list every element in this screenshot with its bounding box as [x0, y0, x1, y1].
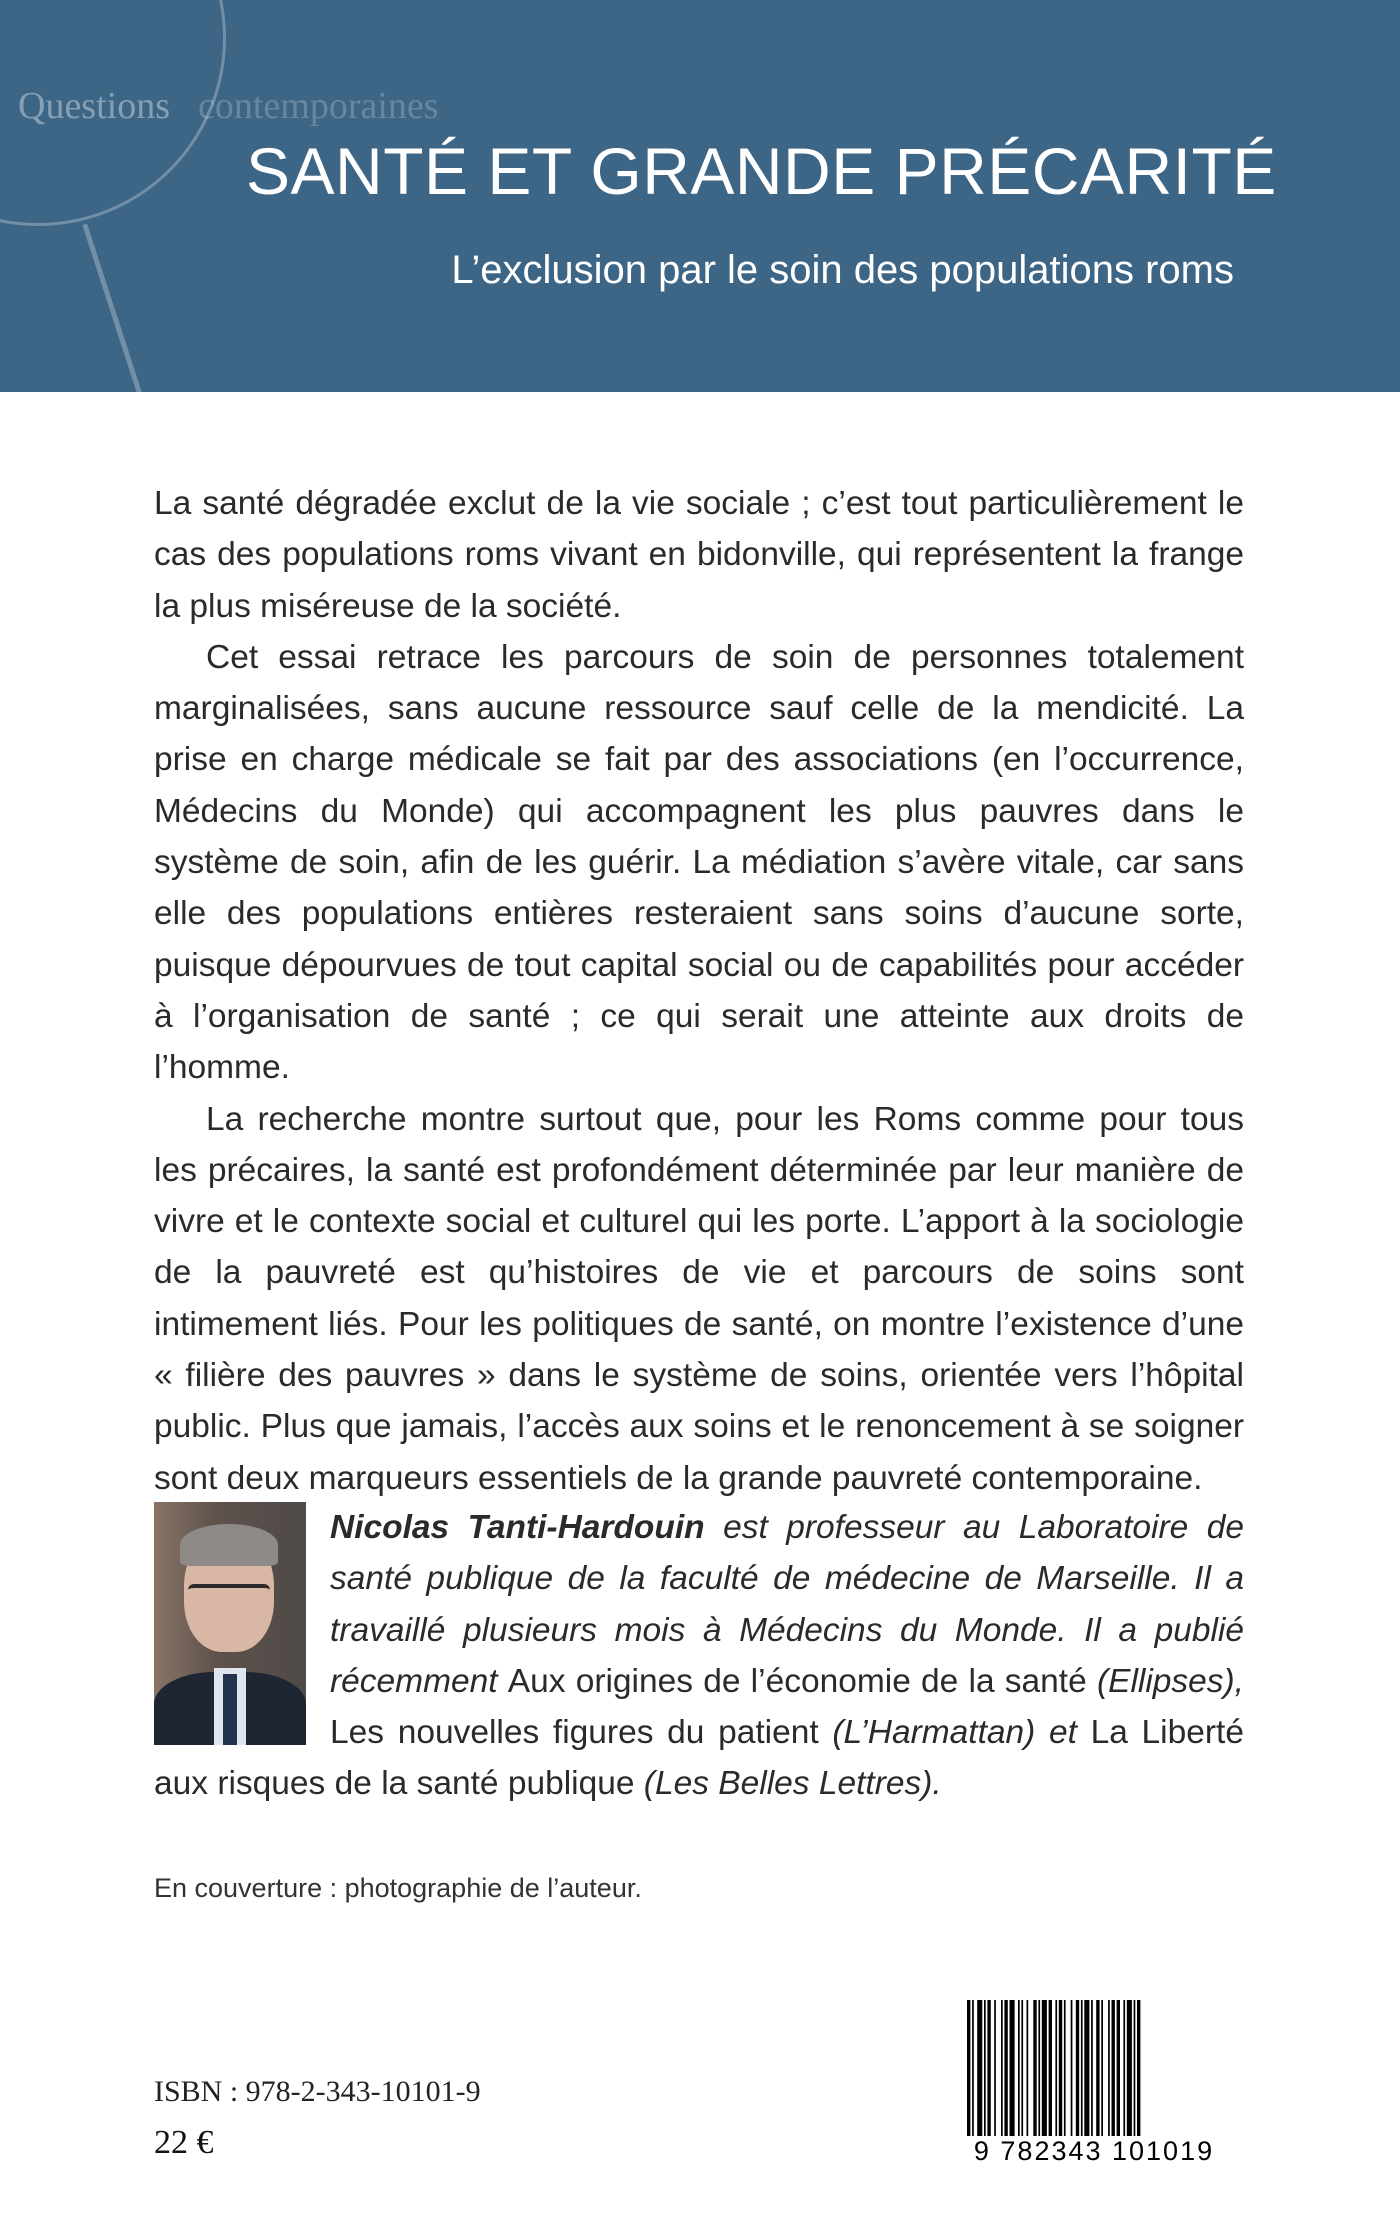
series-word-1: Questions [18, 85, 170, 127]
book-title-3: La Liberté aux risques de la santé publique [154, 1714, 1244, 1803]
cover-photo-credit: En couverture : photographie de l’auteur. [154, 1873, 642, 1903]
barcode-bar [987, 2000, 990, 2136]
book-title-1: Aux origines de l’économie de la santé [507, 1662, 1087, 1700]
blurb [154, 478, 1244, 1504]
barcode-bar [1081, 2000, 1083, 2136]
barcode-bar [1084, 2000, 1089, 2136]
barcode-bar [1101, 2000, 1103, 2136]
barcode-bar [1021, 2000, 1023, 2136]
series-word-2: contemporaines [198, 85, 439, 127]
barcode-bar [1018, 2000, 1020, 2136]
barcode-bar [1123, 2000, 1125, 2136]
barcode-bar [984, 2000, 986, 2136]
cover-header [0, 0, 1400, 392]
barcode-bar [994, 2000, 996, 2136]
book-title-2: Les nouvelles figures du patient [330, 1714, 819, 1752]
book-subtitle: L’exclusion par le soin des populations roms [451, 248, 1234, 292]
barcode-bar [1091, 2000, 1093, 2136]
book-title: SANTÉ ET GRANDE PRÉCARITÉ [246, 134, 1277, 208]
barcode-bar [1038, 2000, 1040, 2136]
barcode-bar [1134, 2000, 1136, 2136]
barcode-bar [1027, 2000, 1029, 2136]
barcode-bars [963, 2000, 1225, 2136]
barcode-bar [1137, 2000, 1140, 2136]
publisher-3: (Les Belles Lettres). [634, 1765, 942, 1803]
isbn: ISBN : 978-2-343-10101-9 [154, 2075, 481, 2108]
barcode-bar [1108, 2000, 1110, 2136]
blurb-paragraph-2: Cet essai retrace les parcours de soin de personnes totalement marginalisées, sans aucune ressource sauf celle de la mendicité. La prise en charge médicale se fait par des associations (en l’occurrence, Médecins du Monde) qui accompagnent les plus pauvres dans le système de soin, afin de les guérir. La médiation s’avère vitale, car sans elle des populations entières resteraient sans soins d’aucune sorte, puisque dépourvues de tout capital social ou de capabilités pour accéder à l’organisation de santé ; ce qui serait une atteinte aux droits de l’homme. [154, 638, 1244, 1087]
blurb-paragraph-1: La santé dégradée exclut de la vie sociale ; c’est tout particulièrement le cas des populations roms vivant en bidonville, qui représentent la frange la plus miséreuse de la société. [154, 485, 1244, 625]
barcode-bar [1064, 2000, 1066, 2136]
barcode-bar [1127, 2000, 1132, 2136]
barcode-bar [1112, 2000, 1115, 2136]
barcode-digits: 9 782343 101019 [973, 2136, 1215, 2166]
barcode-bar [1042, 2000, 1047, 2136]
author-name: Nicolas Tanti-Hardouin [330, 1509, 705, 1546]
barcode-bar [1033, 2000, 1036, 2136]
series-q-logo-tail [82, 224, 142, 392]
barcode-bar [1055, 2000, 1057, 2136]
barcode-bar [1096, 2000, 1099, 2136]
barcode-bar [1076, 2000, 1079, 2136]
author-bio-text: est professeur au Laboratoire de santé publique de la faculté de médecine de Marseille. Il a travaillé plusieurs mois à Médecins du Monde. Il a publié récemment [330, 1509, 1244, 1700]
barcode-bar [1010, 2000, 1015, 2136]
barcode-bar [1001, 2000, 1003, 2136]
barcode-bar [1004, 2000, 1007, 2136]
publisher-1: (Ellipses), [1086, 1662, 1244, 1700]
blurb-paragraph-3: La recherche montre surtout que, pour les Roms comme pour tous les précaires, la santé est profondément déterminée par leur manière de vivre et le contexte social et culturel qui les porte. L’apport à la sociologie de la pauvreté est qu’histoires de vie et parcours de soins sont intimement liés. Pour les politiques de santé, on montre l’existence d’une « filière des pauvres » dans le système de soins, orientée vers l’hôpital public. Plus que jamais, l’accès aux soins et le renoncement à se soigner sont deux marqueurs essentiels de la grande pauvreté contemporaine. [154, 1100, 1244, 1497]
price: 22 € [154, 2124, 214, 2161]
barcode-bar [1059, 2000, 1062, 2136]
barcode-bar [967, 2000, 970, 2136]
barcode-bar [977, 2000, 982, 2136]
barcode-bar [972, 2000, 974, 2136]
author-bio [154, 1502, 1244, 1810]
barcode-bar [1049, 2000, 1052, 2136]
publisher-2: (L’Harmattan) et [818, 1714, 1091, 1752]
barcode-bar [1117, 2000, 1120, 2136]
series-name [18, 84, 439, 128]
barcode [963, 2000, 1225, 2170]
author-photo [154, 1502, 306, 1745]
barcode-bar [1071, 2000, 1073, 2136]
